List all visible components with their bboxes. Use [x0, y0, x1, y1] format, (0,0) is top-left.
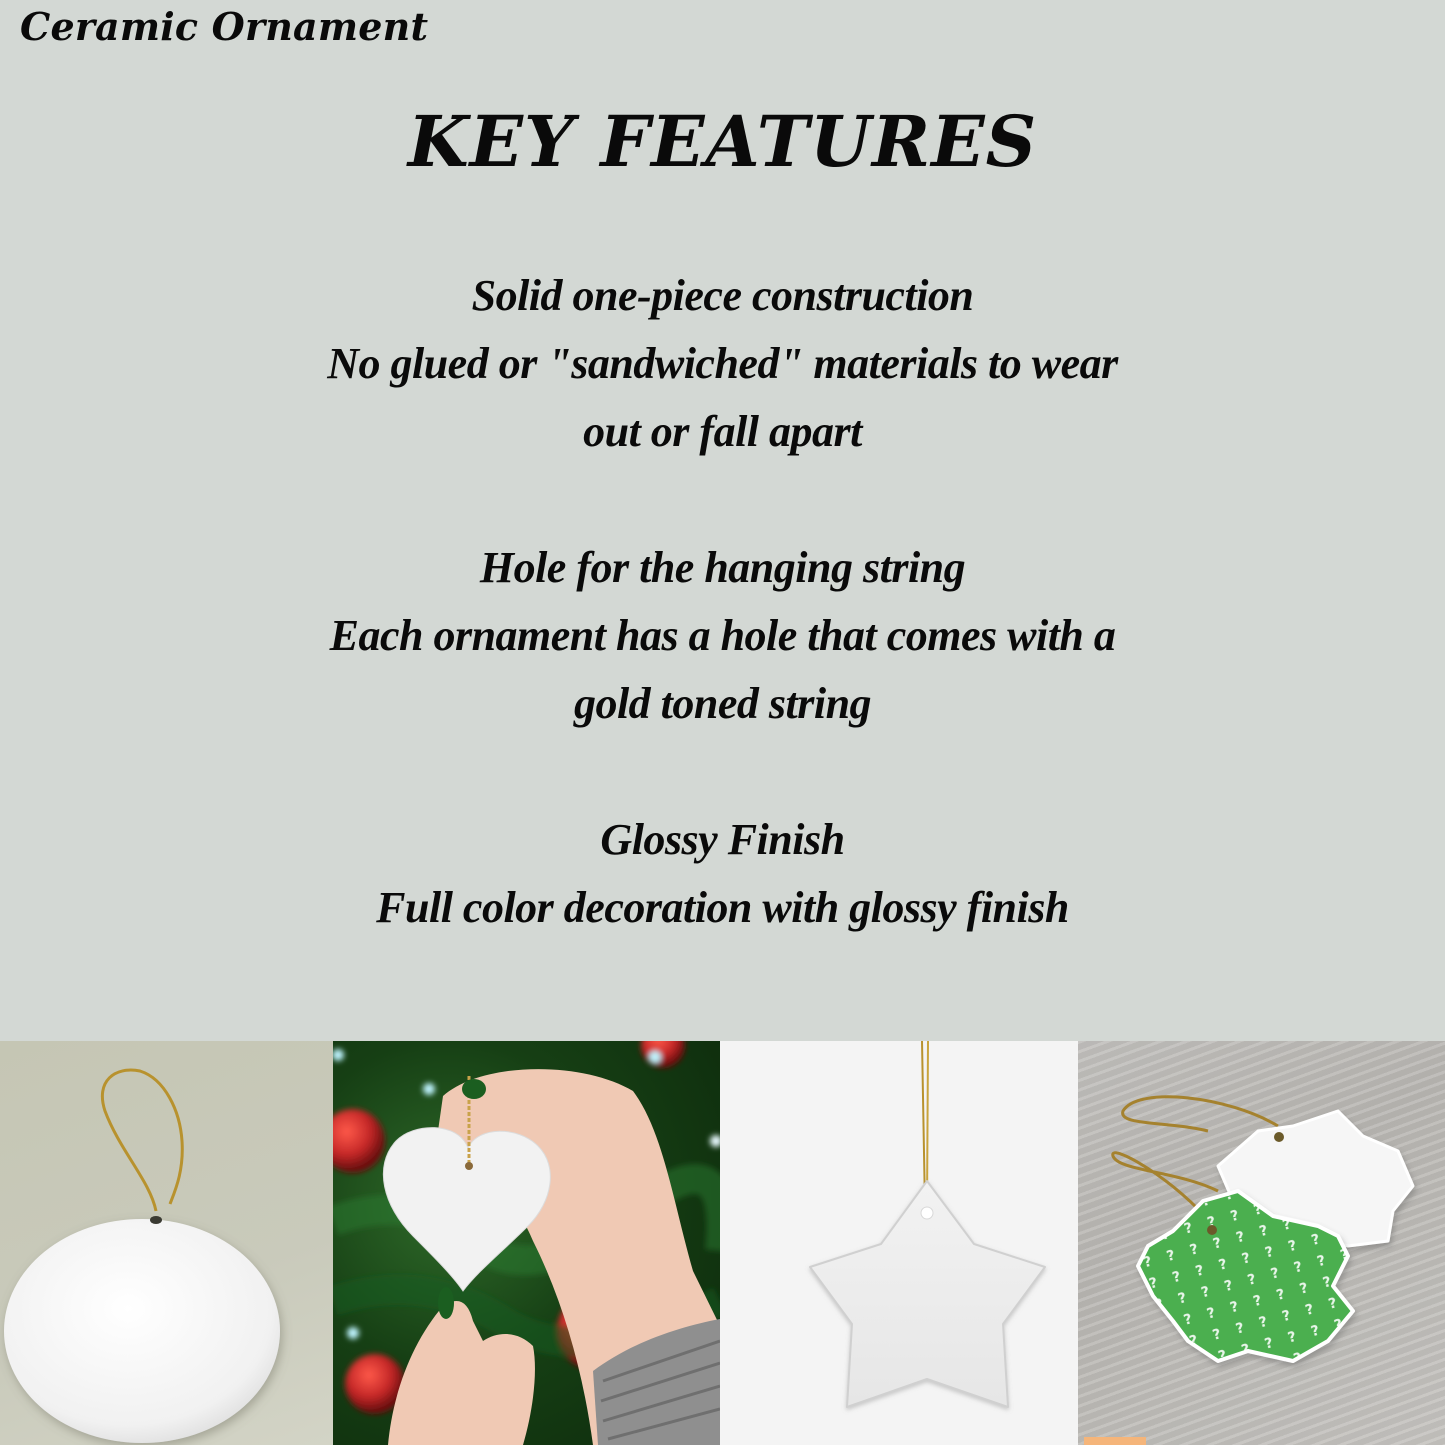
feature-construction — [0, 262, 1445, 466]
gallery-image-round-ornament — [0, 1041, 333, 1445]
feature-heading: Hole for the hanging string — [479, 543, 966, 592]
feature-heading: Glossy Finish — [600, 815, 845, 864]
feature-description: Full color decoration with glossy finish — [376, 883, 1069, 932]
feature-hanging-hole — [0, 534, 1445, 738]
feature-heading: Solid one-piece construction — [471, 271, 974, 320]
feature-description: Each ornament has a hole that comes with a — [329, 611, 1116, 660]
feature-description: No glued or "sandwiched" materials to wear — [327, 339, 1118, 388]
product-gallery — [0, 1041, 1445, 1445]
feature-glossy-finish — [0, 806, 1445, 942]
page-title: KEY FEATURES — [407, 100, 1038, 183]
heart-ornament-icon — [333, 1041, 720, 1445]
brand-label: Ceramic Ornament — [20, 4, 429, 49]
feature-description: out or fall apart — [583, 407, 862, 456]
gallery-image-star-ornament — [720, 1041, 1078, 1445]
gallery-image-snowflake-ornament — [1078, 1041, 1445, 1445]
feature-description: gold toned string — [573, 679, 872, 728]
star-ornament-icon — [720, 1041, 1078, 1445]
feature-list — [0, 262, 1445, 1010]
corner-tab — [1084, 1437, 1146, 1445]
round-ornament-icon — [0, 1041, 333, 1445]
gallery-image-heart-ornament — [333, 1041, 720, 1445]
snowflake-ornament-icon — [1078, 1041, 1445, 1445]
